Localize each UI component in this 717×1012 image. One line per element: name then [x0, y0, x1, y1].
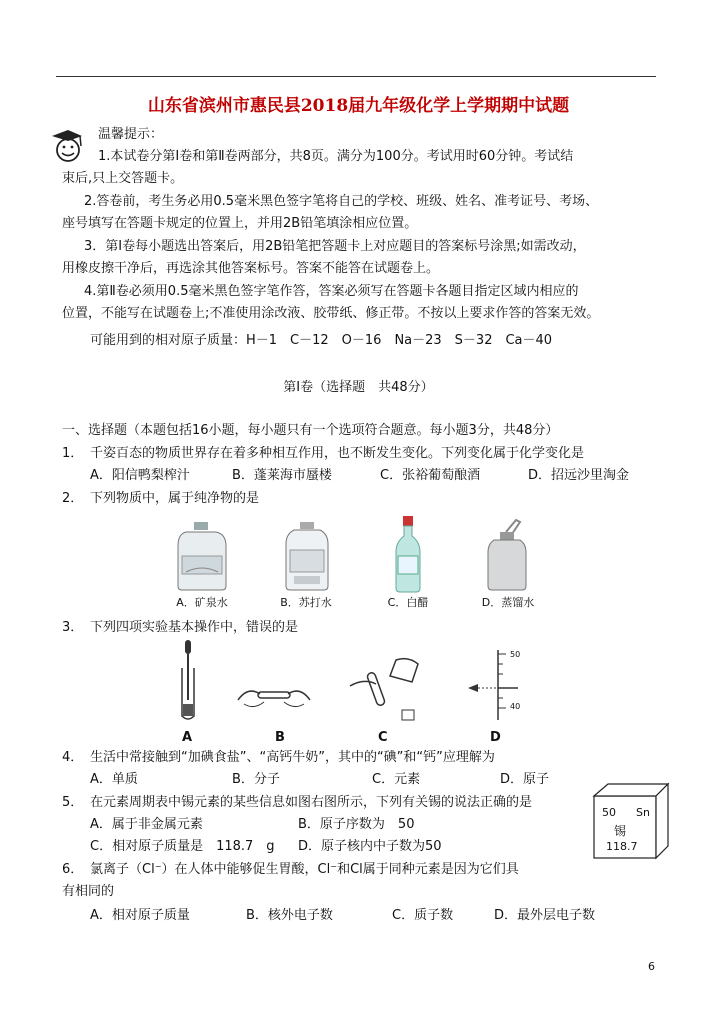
soda-water-bottle-image: [284, 520, 330, 592]
q5-option-a: A．属于非金属元素: [90, 817, 203, 832]
q3-label-a: A: [182, 730, 193, 745]
vinegar-bottle-image: [392, 514, 424, 594]
cylinder-mark-50: 50: [510, 650, 521, 659]
q6-option-c: C．质子数: [392, 908, 454, 923]
heating-tube-hands-image: [234, 676, 314, 716]
q6-stem-a: 氯离子（Cl⁻）在人体中能够促生胃酸，Cl⁻和Cl属于同种元素是因为它们具: [90, 862, 519, 877]
q3-stem: 下列四项实验基本操作中，错误的是: [90, 620, 299, 635]
cylinder-mark-40: 40: [510, 702, 521, 711]
q6-option-d: D．最外层电子数: [494, 908, 596, 923]
q6-number: 6．: [62, 862, 84, 877]
q2-caption-a: A．矿泉水: [176, 596, 228, 609]
q2-number: 2．: [62, 491, 84, 506]
q2-caption-d: D．蒸馏水: [481, 596, 535, 609]
smiley-graduate-icon: [46, 126, 86, 166]
page-title: 山东省滨州市惠民县2018届九年级化学上学期期中试题: [147, 96, 570, 116]
tip-4a: 4.第Ⅱ卷必须用0.5毫米黑色签字笔作答，答案必须写在答题卡各题目指定区域内相应的: [84, 284, 579, 299]
q4-option-a: A．单质: [90, 772, 138, 787]
tips-heading: 温馨提示：: [98, 127, 164, 142]
tin-atomic-mass: 118.7: [606, 840, 638, 853]
tip-3a: 3．第Ⅰ卷每小题选出答案后，用2B铅笔把答题卡上对应题目的答案标号涂黑;如需改动，: [84, 239, 586, 254]
q1-option-c: C．张裕葡萄酿酒: [380, 468, 481, 483]
q4-number: 4．: [62, 750, 84, 765]
q4-stem: 生活中常接触到“加碘食盐”、“高钙牛奶”，其中的“碘”和“钙”应理解为: [90, 750, 495, 765]
q2-caption-c: C．白醋: [387, 596, 429, 609]
q5-number: 5．: [62, 795, 84, 810]
part-1-heading: 一、选择题（本题包括16小题，每小题只有一个选项符合题意。每小题3分，共48分）: [62, 423, 559, 438]
q1-option-b: B．蓬莱海市蜃楼: [232, 468, 332, 483]
q6-option-a: A．相对原子质量: [90, 908, 190, 923]
q1-option-d: D．招远沙里淘金: [528, 468, 630, 483]
atomic-masses: 可能用到的相对原子质量：H－1 C－12 O－16 Na－23 S－32 Ca－40: [90, 333, 553, 348]
tin-atomic-number: 50: [602, 806, 616, 819]
top-rule: [56, 76, 656, 77]
q1-stem: 千姿百态的物质世界存在着多种相互作用，也不断发生变化。下列变化属于化学变化是: [90, 446, 585, 461]
q5-option-b: B．原子序数为 50: [298, 817, 415, 832]
q6-stem-b: 有相同的: [62, 884, 115, 899]
q5-option-c: C．相对原子质量是 118.7 g: [90, 839, 275, 854]
q4-option-d: D．原子: [500, 772, 550, 787]
tip-4b: 位置，不能写在试题卷上;不准使用涂改液、胶带纸、修正带。不按以上要求作答的答案无效。: [62, 306, 600, 321]
dropper-in-tube-image: [176, 638, 200, 724]
q3-label-d: D: [490, 730, 501, 745]
q6-option-b: B．核外电子数: [246, 908, 333, 923]
page-number: 6: [648, 960, 655, 973]
q1-option-a: A．阳信鸭梨榨汁: [90, 468, 190, 483]
tip-3b: 用橡皮擦干净后，再选涂其他答案标号。答案不能答在试题卷上。: [62, 261, 440, 276]
tip-1b: 束后,只上交答题卡。: [62, 171, 184, 186]
section-heading: 第Ⅰ卷（选择题 共48分）: [283, 380, 434, 395]
q2-stem: 下列物质中，属于纯净物的是: [90, 491, 260, 506]
tip-2b: 座号填写在答题卡规定的位置上，并用2B铅笔填涂相应位置。: [62, 216, 418, 231]
pouring-liquid-image: [346, 652, 430, 722]
mineral-water-bottle-image: [172, 520, 232, 592]
q4-option-c: C．元素: [372, 772, 421, 787]
q3-number: 3．: [62, 620, 84, 635]
tip-1a: 1.本试卷分第Ⅰ卷和第Ⅱ卷两部分，共8页。满分为100分。考试用时60分钟。考试结: [98, 149, 574, 164]
tip-2a: 2.答卷前，考生务必用0.5毫米黑色签字笔将自己的学校、班级、姓名、准考证号、考场、: [84, 194, 599, 209]
q4-option-b: B．分子: [232, 772, 280, 787]
q1-number: 1．: [62, 446, 84, 461]
q3-label-b: B: [275, 730, 285, 745]
tin-symbol: Sn: [636, 806, 650, 819]
q5-option-d: D．原子核内中子数为50: [298, 839, 442, 854]
q5-stem: 在元素周期表中锡元素的某些信息如图右图所示，下列有关锡的说法正确的是: [90, 795, 533, 810]
q3-label-c: C: [378, 730, 388, 745]
q2-caption-b: B．苏打水: [280, 596, 332, 609]
distilled-water-bottle-image: [486, 518, 530, 592]
tin-name: 锡: [614, 824, 627, 838]
